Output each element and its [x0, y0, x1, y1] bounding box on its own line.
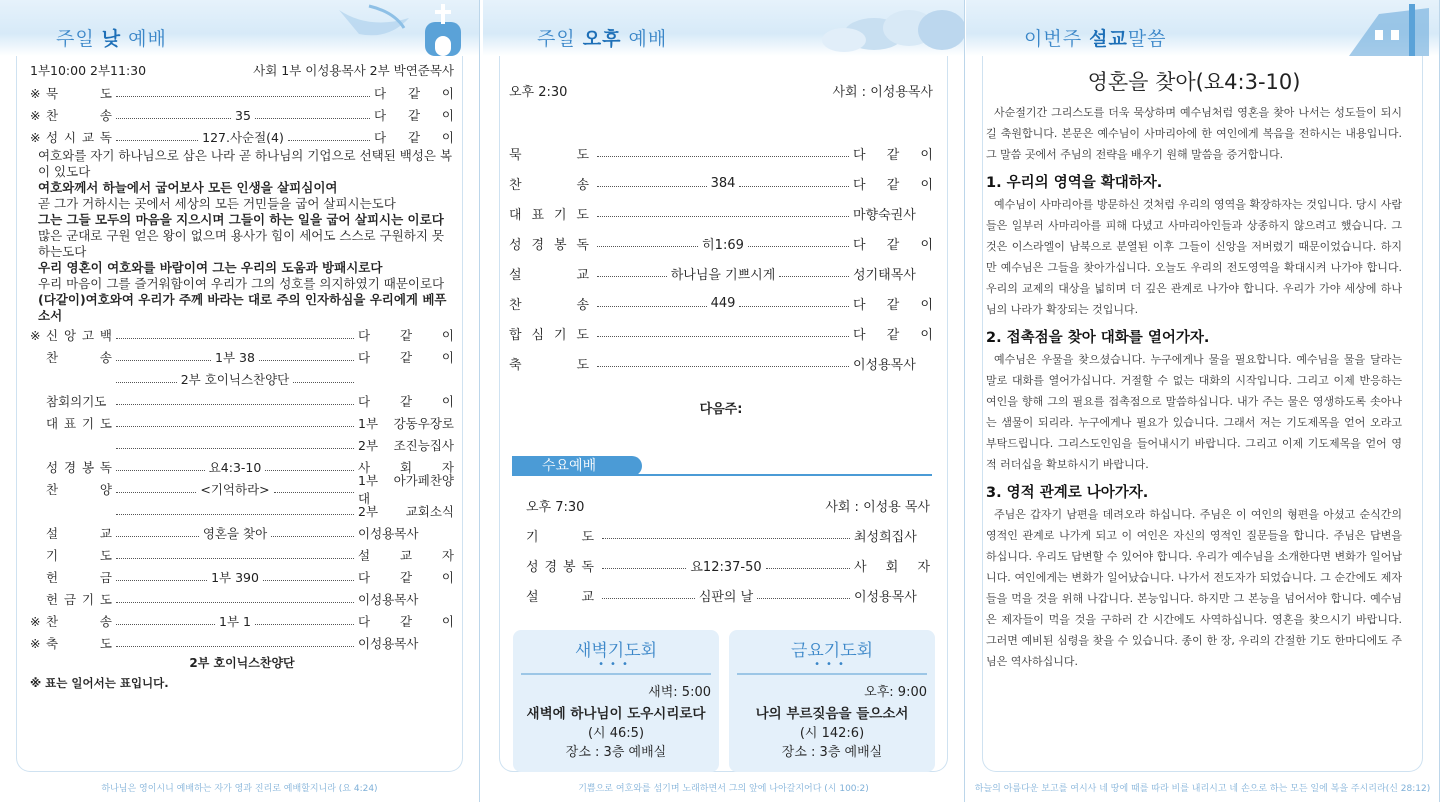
item-label: 설 교	[46, 526, 112, 541]
item-leader: 성기태목사	[853, 267, 916, 283]
item-label: 설 교	[509, 267, 589, 283]
item-leader: 다 같 이	[853, 147, 933, 163]
leader-dots	[602, 598, 695, 599]
item-label: 찬 양	[46, 482, 112, 497]
order-row	[509, 138, 933, 168]
box-time: 오후: 9:00	[864, 685, 927, 700]
order-row	[30, 104, 454, 126]
item-leader: 사 회 자	[854, 559, 931, 575]
leader-dots	[116, 470, 205, 471]
stand-mark: ※	[30, 613, 41, 629]
order-row	[30, 610, 454, 632]
item-label: 헌 금	[46, 570, 112, 585]
footer-verse: 하늘의 아름다운 보고를 여시사 네 땅에 때를 따라 비를 내리시고 네 손으로 하는 모든 일에 복을 주시리라(신 28:12)	[974, 784, 1431, 794]
leader-dots	[116, 404, 354, 405]
page-title: 이번주 설교말씀	[1024, 28, 1167, 50]
order-row	[30, 544, 454, 566]
item-leader: 2부 교회소식	[358, 504, 454, 519]
item-detail: 하나님을 기쁘시게	[670, 267, 776, 283]
panel-sunday-morning	[0, 0, 480, 802]
dawn-prayer-box	[513, 630, 719, 772]
stand-mark: ※	[30, 85, 41, 101]
order-row-continued	[30, 368, 454, 390]
leader-dots	[274, 492, 354, 493]
order-row	[30, 588, 454, 610]
sermon-content	[986, 66, 1402, 672]
item-leader: 다 같 이	[358, 350, 455, 365]
banner	[0, 0, 479, 56]
leader-dots	[116, 536, 199, 537]
divider	[737, 673, 927, 675]
box-title: 새벽기도회	[574, 641, 658, 661]
items-top	[30, 82, 454, 148]
leader-dots	[597, 246, 698, 247]
leader-dots	[288, 140, 370, 141]
item-label: 설 교	[526, 589, 594, 605]
leader-dots	[597, 306, 707, 307]
item-label: 대 표 기 도	[46, 416, 112, 431]
leader-dots	[116, 118, 231, 119]
item-label: 성 시 교 독	[46, 130, 112, 145]
church-building-illustration	[1179, 0, 1439, 56]
order-row	[509, 198, 933, 228]
page-title: 주일 낮 예배	[56, 28, 167, 50]
leader-dots	[116, 338, 354, 339]
items	[509, 138, 933, 378]
service-host: 사회 : 이성용목사	[832, 84, 933, 100]
leader-dots	[597, 276, 667, 277]
item-label: 성 경 봉 독	[509, 237, 589, 253]
item-leader: 이성용목사	[358, 636, 419, 651]
item-detail: 127.사순절(4)	[202, 130, 284, 145]
reading-leader: 곧 그가 거하시는 곳에서 세상의 모든 거민들을 굽어 살피시는도다	[38, 196, 396, 211]
order-row	[526, 550, 930, 580]
order-row	[30, 522, 454, 544]
order-row	[30, 126, 454, 148]
item-label: 찬 송	[46, 350, 112, 365]
next-week-label: 다음주:	[699, 402, 743, 417]
leader-dots	[597, 156, 849, 157]
items	[526, 520, 930, 610]
sermon-title: 영혼을 찾아(요4:3-10)	[1087, 70, 1301, 94]
item-leader: 2부 조진능집사	[358, 438, 454, 453]
item-detail: 2부 호이닉스찬양단	[180, 372, 290, 387]
order-row	[30, 412, 454, 434]
section-text: 예수님은 우물을 찾으셨습니다. 누구에게나 물을 필요합니다. 예수님을 물을 달라는 말로 대화를 열어가십니다. 거절할 수 없는 대화의 시작입니다. 그리고 이제 반응하는 여인을 향해 그의 필요를 접촉점으로 말씀하십니다. 내가 주는 물은 영생하도록 솟아나는 샘물이 되리라. 누구에게나 필요가 있습니다. 그래서 저는 기도제목을 얻어 오라고 부탁드립니다. 그리스도인임을 들어내시기 바랍니다. 그리고 이제 기도제목을 얻어 영적 러더십을 확보하시기 바랍니다.	[986, 353, 1402, 471]
service-header	[30, 60, 454, 82]
box-ref: (시 46:5)	[587, 726, 645, 741]
leader-dots	[259, 360, 354, 361]
leader-dots	[748, 246, 849, 247]
item-leader: 다 같 이	[358, 570, 454, 585]
item-label: 찬 송	[509, 297, 589, 313]
item-detail: 심판의 날	[698, 589, 754, 605]
item-leader: 이성용목사	[358, 592, 419, 607]
leader-dots	[739, 186, 849, 187]
standing-note: ※ 표는 일어서는 표입니다.	[30, 676, 169, 690]
order-row	[509, 228, 933, 258]
order-row	[509, 348, 933, 378]
item-leader: 1부 강동우장로	[358, 416, 454, 431]
leader-dots	[779, 276, 849, 277]
stand-mark: ※	[30, 107, 41, 123]
afternoon-order	[509, 76, 933, 417]
reading-congregation: 우리 영혼이 여호와를 바람이여 그는 우리의 도움과 방패시로다	[38, 260, 383, 275]
item-detail: 히1:69	[702, 237, 744, 253]
item-leader: 다 같 이	[853, 297, 934, 313]
dove-church-illustration	[219, 0, 479, 56]
item-leader: 마향숙권사	[853, 207, 916, 223]
order-row	[30, 566, 454, 588]
order-row	[509, 288, 933, 318]
item-leader: 이성용목사	[358, 526, 419, 541]
service-time: 오후 7:30	[526, 499, 585, 515]
footer-verse: 하나님은 영이시니 예배하는 자가 영과 진리로 예배할지니라 (요 4:24)	[101, 784, 378, 794]
leader-dots	[116, 580, 207, 581]
reading-leader: 많은 군대로 구원 얻은 왕이 없으며 용사가 힘이 세어도 스스로 구원하지 못하는도다	[38, 228, 444, 259]
offering-group-label	[30, 654, 454, 671]
order-row	[509, 168, 933, 198]
order-row	[30, 390, 454, 412]
leader-dots	[265, 470, 354, 471]
item-leader: 다 같 이	[374, 108, 454, 123]
page-title: 주일 오후 예배	[537, 28, 668, 50]
friday-prayer-box	[729, 630, 935, 772]
leader-dots	[255, 624, 354, 625]
item-leader: 설 교 자	[358, 548, 454, 563]
leader-dots	[116, 514, 354, 515]
order-row	[509, 258, 933, 288]
item-detail: 1부 38	[215, 350, 255, 365]
item-detail: 1부 390	[211, 570, 259, 585]
footer-verse: 기쁨으로 여호와를 섬기며 노래하면서 그의 앞에 나아갈지어다 (시 100:2)	[578, 784, 869, 794]
box-place: 장소 : 3층 예배실	[781, 745, 883, 760]
banner	[966, 0, 1439, 56]
sheep-illustration	[704, 0, 964, 56]
leader-dots	[293, 382, 354, 383]
item-detail: 384	[710, 175, 736, 191]
leader-dots	[602, 568, 686, 569]
leader-dots	[597, 216, 849, 217]
order-row	[30, 324, 454, 346]
sermon-sections	[986, 171, 1402, 672]
item-leader: 다 같 이	[853, 327, 933, 343]
reading-leader: 우리 마음이 그를 즐거워함이여 우리가 그의 성호를 의지하였기 때문이로다	[38, 276, 445, 291]
wednesday-service-tab: 수요예배	[512, 456, 642, 476]
item-label: 참회의기도	[46, 394, 107, 409]
item-label: 헌 금 기 도	[46, 592, 112, 607]
leader-dots	[116, 426, 354, 427]
reading-congregation: 그는 그들 모두의 마음을 지으시며 그들이 하는 일을 굽어 살피시는 이로다	[38, 212, 444, 227]
order-row	[30, 632, 454, 654]
leader-dots	[116, 624, 215, 625]
item-label: 성 경 봉 독	[46, 460, 112, 475]
service-times: 1부10:00 2부11:30	[30, 63, 147, 78]
item-label: 축 도	[509, 357, 589, 373]
leader-dots	[739, 306, 849, 307]
order-row	[526, 520, 930, 550]
leader-dots	[116, 602, 354, 603]
leader-dots	[116, 448, 354, 449]
service-time: 오후 2:30	[509, 84, 568, 100]
section-heading: 1. 우리의 영역을 확대하자.	[986, 175, 1163, 191]
responsive-reading	[30, 148, 454, 324]
section-heading: 3. 영적 관계로 나아가자.	[986, 485, 1149, 501]
leader-dots	[766, 568, 850, 569]
item-label: 합 심 기 도	[509, 327, 589, 343]
order-row	[30, 473, 454, 506]
item-label: 찬 송	[46, 614, 112, 629]
item-detail: 요4:3-10	[208, 460, 262, 475]
item-leader: 다 같 이	[853, 237, 934, 253]
item-label: 묵 도	[46, 86, 112, 101]
leader-dots	[116, 360, 211, 361]
order-row	[509, 318, 933, 348]
item-detail: 요12:37-50	[690, 559, 762, 575]
order-row-continued	[30, 434, 454, 456]
leader-dots	[597, 366, 849, 367]
reading-leader: 여호와를 자기 하나님으로 삼은 나라 곧 하나님의 기업으로 선택된 백성은 복이 있도다	[38, 148, 453, 179]
item-leader: 다 같 이	[358, 614, 454, 629]
service-host: 사회 : 이성용 목사	[825, 499, 930, 515]
box-place: 장소 : 3층 예배실	[565, 745, 667, 760]
offering-group-name: 호이닉스찬양단	[213, 656, 295, 670]
panel-sermon	[966, 0, 1440, 802]
leader-dots	[116, 382, 177, 383]
leader-dots	[116, 492, 196, 493]
item-label: 축 도	[46, 636, 112, 651]
order-of-service	[30, 60, 454, 691]
stand-mark: ※	[30, 129, 41, 145]
item-label: 대 표 기 도	[509, 207, 589, 223]
reading-congregation: 여호와께서 하늘에서 굽어보사 모든 인생을 살피심이여	[38, 180, 338, 195]
box-ref: (시 142:6)	[799, 726, 865, 741]
item-label: 성 경 봉 독	[526, 559, 594, 575]
service-header	[509, 76, 933, 104]
box-title: 금요기도회	[790, 641, 874, 661]
order-row	[30, 82, 454, 104]
offering-group-part: 2부	[189, 656, 210, 670]
stand-mark: ※	[30, 635, 41, 651]
item-detail: 35	[235, 107, 251, 123]
item-label: 기 도	[526, 529, 594, 545]
item-detail: <기억하라>	[200, 482, 270, 497]
item-leader: 다 같 이	[358, 394, 454, 409]
stand-mark: ※	[30, 327, 41, 343]
sermon-intro: 사순절기간 그리스도를 더욱 묵상하며 예수님처럼 영혼을 찾아 나서는 성도들이 되시길 축원합니다. 본문은 예수님이 사마리아에 한 여인에게 복음을 전하시는 내용입니다. 그 말씀 곳에서 주님의 전략을 배우기 원해 말씀을 증거합니다.	[986, 106, 1402, 161]
dots-ornament: •••	[814, 659, 850, 670]
box-theme: 새벽에 하나님이 도우시리로다	[526, 706, 706, 722]
leader-dots	[597, 336, 849, 337]
order-row	[526, 580, 930, 610]
item-leader: 1부 아가페찬양대	[358, 473, 454, 506]
wednesday-service	[526, 490, 930, 610]
divider	[521, 673, 711, 675]
leader-dots	[116, 140, 198, 141]
items-bottom	[30, 324, 454, 671]
leader-dots	[116, 646, 354, 647]
leader-dots	[116, 558, 354, 559]
item-detail: 449	[710, 295, 736, 311]
section-heading: 2. 접촉점을 찾아 대화를 열어가자.	[986, 330, 1210, 346]
box-time: 새벽: 5:00	[648, 685, 711, 700]
section-text: 주님은 갑자기 남편을 데려오라 하십니다. 주님은 이 여인의 형편을 아셨고 순식간의 영적인 관계로 나가게 되고 이 여인은 자신의 영적인 질문들을 합니다. 주님은 답변을 하십니다. 우리도 답변할 수 있어야 합니다. 우리가 예수님을 소개한다면 변화가 일어납니다. 여인에게는 변화가 일어났습니다. 나가서 전도자가 되었습니다. 그 순간에도 제자들을 먹을 것을 위해 나갑니다. 본능입니다. 하지만 그 본능을 넘어서야 합니다. 예수님은 제자들이 먹을 것을 구하러 간 시간에도 사역하십니다. 영혼을 찾으시기 바랍니다. 그러면 예비된 심령을 찾을 수 있습니다. 종이 한 장, 우리의 간절한 기도 한마디에도 주님은 역사하십니다.	[986, 508, 1402, 668]
leader-dots	[602, 538, 850, 539]
leader-dots	[263, 580, 354, 581]
box-theme: 나의 부르짖음을 들으소서	[755, 706, 909, 722]
item-detail: 1부 1	[219, 614, 251, 629]
item-leader: 다 같 이	[374, 130, 455, 145]
leader-dots	[597, 186, 707, 187]
item-label: 찬 송	[46, 108, 112, 123]
dots-ornament: •••	[598, 659, 634, 670]
item-label: 신 앙 고 백	[46, 328, 112, 343]
service-host: 사회 1부 이성용목사 2부 박연준목사	[253, 63, 454, 78]
leader-dots	[116, 96, 370, 97]
item-leader: 사 회 자	[358, 460, 455, 475]
item-label: 기 도	[46, 548, 112, 563]
item-leader: 이성용목사	[854, 589, 917, 605]
reading-congregation: (다같이)여호와여 우리가 주께 바라는 대로 주의 인자하심을 우리에게 베푸소서	[38, 292, 447, 323]
item-label: 찬 송	[509, 177, 589, 193]
leader-dots	[255, 118, 370, 119]
item-leader: 이성용목사	[853, 357, 916, 373]
leader-dots	[757, 598, 850, 599]
order-row	[30, 346, 454, 368]
item-leader: 다 같 이	[374, 86, 454, 101]
section-text: 예수님이 사마리아를 방문하신 것처럼 우리의 영역을 확장하자는 것입니다. 당시 사람들은 일부러 사마리아를 피해 다녔고 사마리아인들과 상종하지 않으려고 했습니다. 그것은 이스라엘이 남북으로 분열된 이후 그들이 신앙을 저버렸기 때문이었습니다. 하지만 예수님은 그들을 찾아가십니다. 오늘도 우리의 전도영역을 확대시켜 나가야 합니다. 우리의 교제의 대상을 넓히며 더 깊은 관계로 나가야 합니다. 우리가 가야 세상에 하나님의 나라가 확장되는 것입니다.	[986, 198, 1402, 316]
item-leader: 다 같 이	[358, 328, 454, 343]
item-detail: 영혼을 찾아	[202, 526, 268, 541]
order-row-continued	[30, 500, 454, 522]
item-label: 묵 도	[509, 147, 589, 163]
item-leader: 다 같 이	[853, 177, 934, 193]
service-header	[526, 490, 930, 520]
wednesday-divider	[512, 474, 932, 476]
item-leader: 최성희집사	[854, 529, 917, 545]
leader-dots	[271, 536, 354, 537]
banner	[483, 0, 964, 56]
